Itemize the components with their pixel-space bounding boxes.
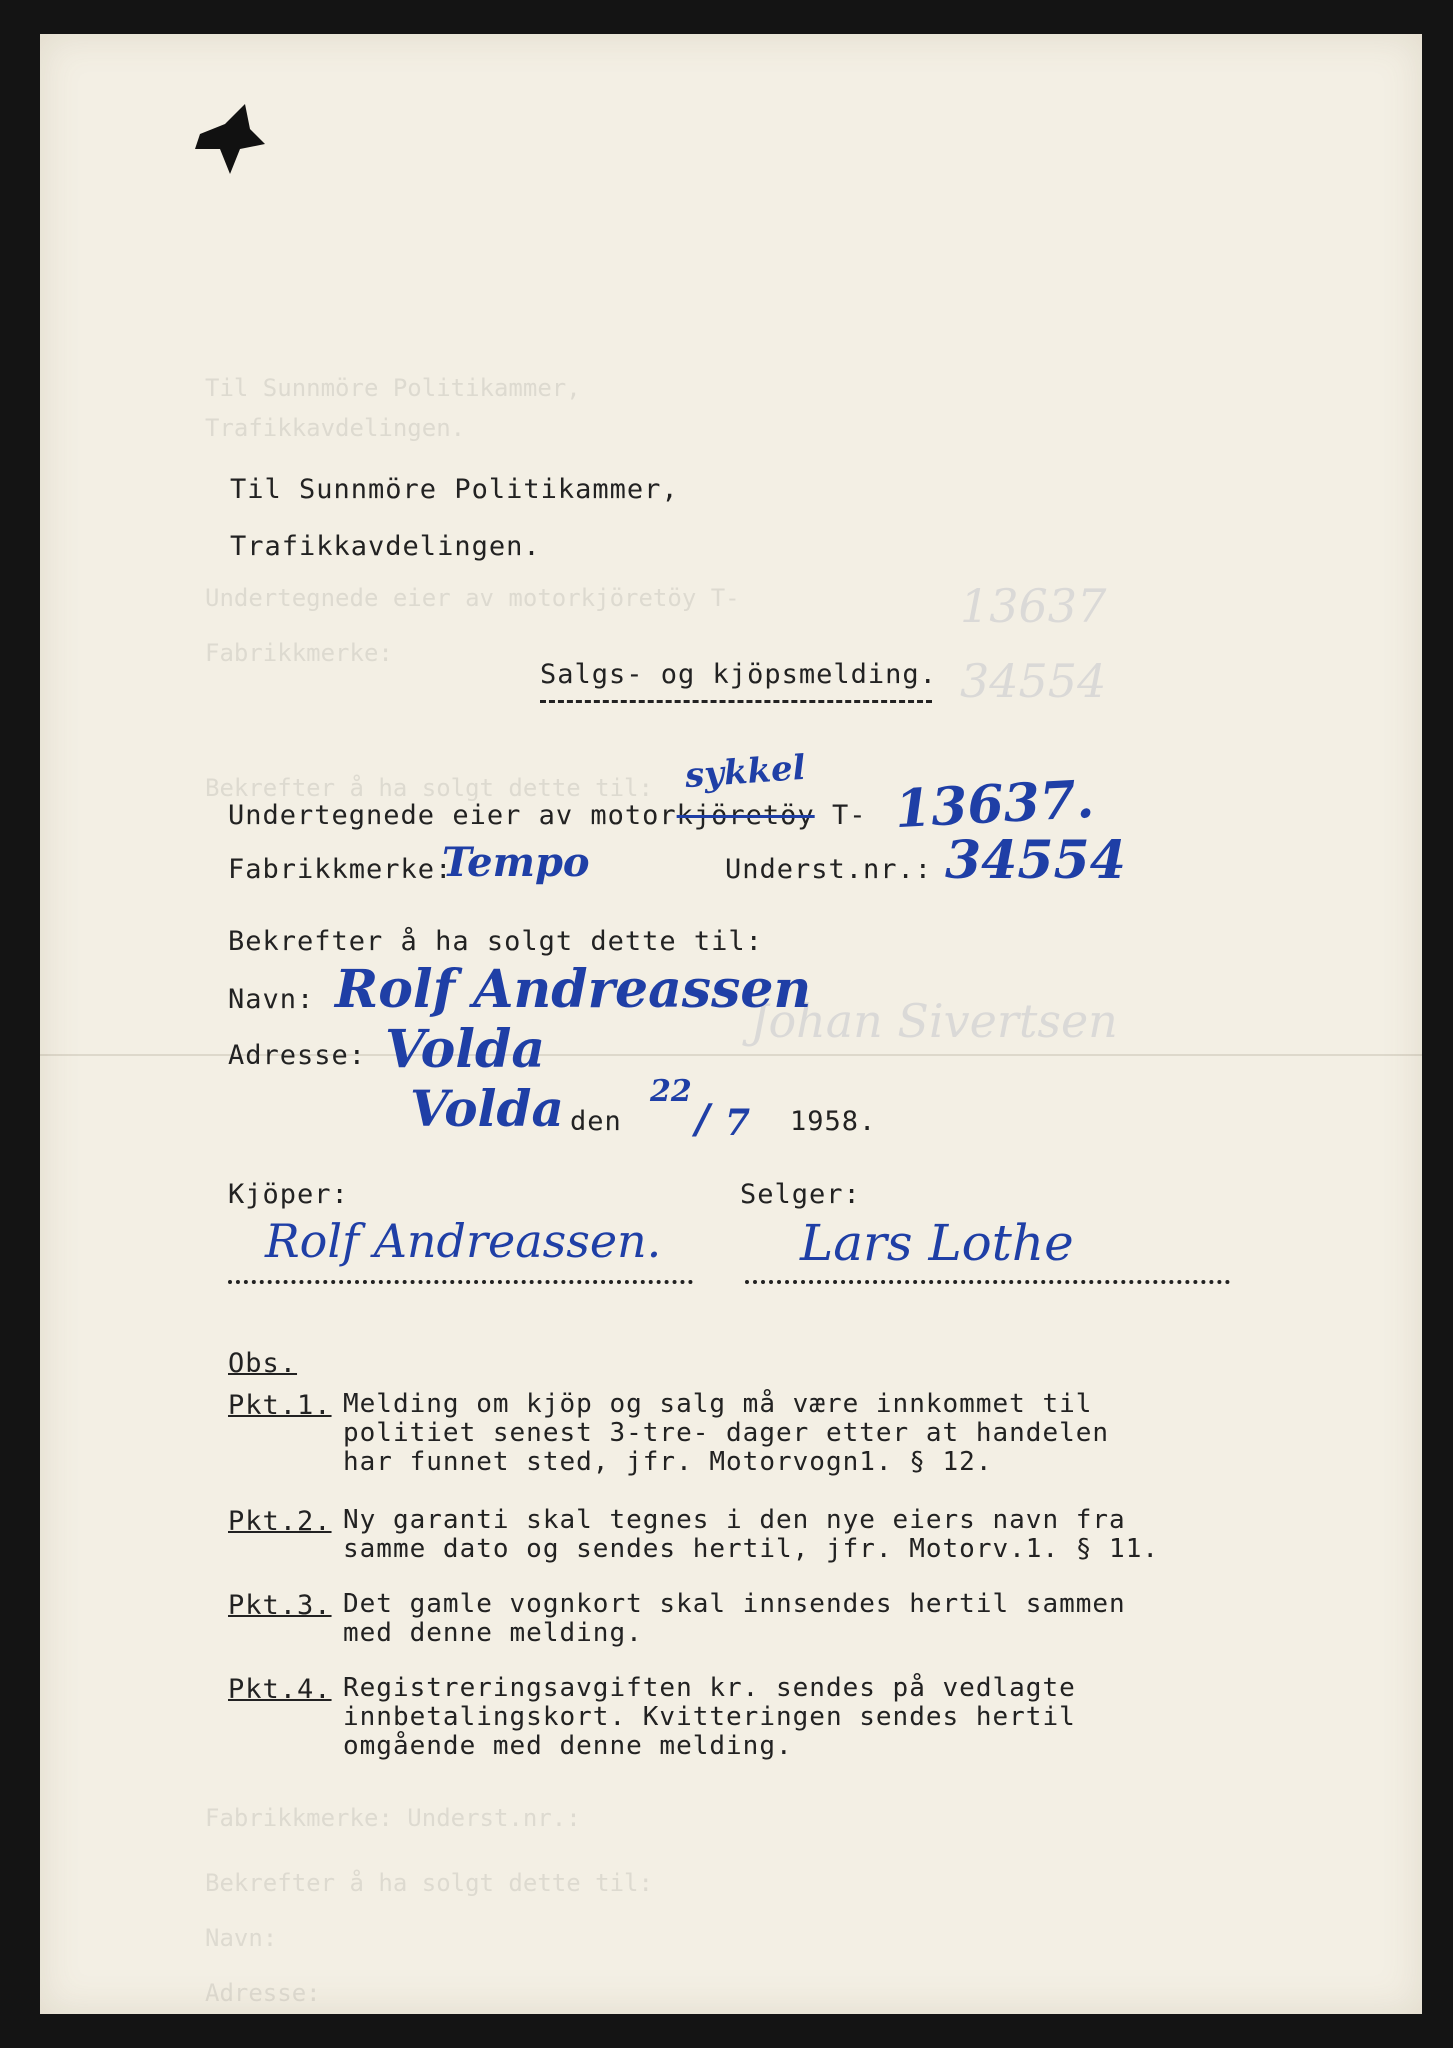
- owner-suffix: T-: [831, 800, 867, 831]
- handwritten-address: Volda: [385, 1019, 546, 1080]
- confirm-text: Bekrefter å ha solgt dette til:: [228, 926, 763, 957]
- handwritten-day: 22: [650, 1074, 692, 1109]
- recipient-line-1: Til Sunnmöre Politikammer,: [230, 474, 679, 505]
- handwritten-place: Volda: [410, 1079, 564, 1138]
- bleed-through-handwriting: Johan Sivertsen: [750, 994, 1118, 1048]
- point-2: [228, 1506, 1228, 1566]
- handwritten-buyer-name: Rolf Andreassen: [335, 959, 812, 1020]
- bleed-through-text: Adresse:: [205, 1979, 321, 2007]
- bleed-through-text: Bekrefter å ha solgt dette til:: [205, 774, 653, 802]
- bleed-through-text: Trafikkavdelingen.: [205, 414, 466, 442]
- seller-signature-line: [745, 1280, 1230, 1284]
- owner-line: [228, 800, 866, 831]
- point-4-label: Pkt.4.: [228, 1674, 332, 1705]
- date-year: 1958.: [790, 1106, 877, 1137]
- buyer-signature: Rolf Andreassen.: [265, 1214, 662, 1268]
- owner-struck-word: kjöretöy: [676, 800, 815, 831]
- address-label: Adresse:: [228, 1040, 367, 1071]
- point-4-text: Registreringsavgiften kr. sendes på vedlagte innbetalingskort. Kvitteringen sendes hertil omgående med denne melding.: [343, 1673, 1076, 1761]
- handwritten-vehicle-type: sykkel: [683, 747, 807, 797]
- handwritten-chassis-number: 34554: [945, 830, 1126, 891]
- title-underline: [540, 700, 932, 703]
- point-4: [228, 1674, 1228, 1764]
- handwritten-reg-number: 13637.: [893, 768, 1096, 841]
- document-page: [40, 34, 1422, 2014]
- buyer-signature-line: [228, 1280, 693, 1284]
- date-den: den: [570, 1106, 622, 1137]
- point-3: [228, 1590, 1228, 1650]
- ink-blot-mark: [190, 104, 270, 184]
- recipient-line-2: Trafikkavdelingen.: [230, 531, 541, 562]
- seller-signature: Lars Lothe: [800, 1214, 1074, 1272]
- owner-prefix: Undertegnede eier av motor: [228, 800, 677, 831]
- obs-label: Obs.: [228, 1348, 298, 1379]
- bleed-through-text: Fabrikkmerke: Underst.nr.:: [205, 1804, 581, 1832]
- brand-label: Fabrikkmerke:: [228, 854, 453, 885]
- point-2-text: Ny garanti skal tegnes i den nye eiers navn fra samme dato og sendes hertil, jfr. Motorv.1. § 11.: [343, 1505, 1160, 1564]
- name-label: Navn:: [228, 984, 315, 1015]
- document-title: Salgs- og kjöpsmelding.: [540, 659, 937, 690]
- point-1-text: Melding om kjöp og salg må være innkommet til politiet senest 3-tre- dager etter at handelen har funnet sted, jfr. Motorvogn1. § 12.: [343, 1389, 1110, 1477]
- bleed-through-handwriting: 34554: [960, 654, 1107, 708]
- buyer-label: Kjöper:: [228, 1179, 349, 1210]
- bleed-through-text: Bekrefter å ha solgt dette til:: [205, 1869, 653, 1897]
- point-1: [228, 1390, 1228, 1480]
- chassis-label: Underst.nr.:: [725, 854, 933, 885]
- point-1-label: Pkt.1.: [228, 1390, 332, 1421]
- bleed-through-text: Undertegnede eier av motorkjöretöy T-: [205, 584, 740, 612]
- point-3-text: Det gamle vognkort skal innsendes hertil sammen med denne melding.: [343, 1589, 1126, 1648]
- handwritten-brand: Tempo: [442, 839, 590, 886]
- point-2-label: Pkt.2.: [228, 1506, 332, 1537]
- handwritten-month: 7: [725, 1102, 751, 1144]
- point-3-label: Pkt.3.: [228, 1590, 332, 1621]
- bleed-through-text: Fabrikkmerke:: [205, 639, 393, 667]
- seller-label: Selger:: [740, 1179, 861, 1210]
- bleed-through-text: Navn:: [205, 1924, 278, 1952]
- handwritten-slash: /: [695, 1096, 710, 1143]
- bleed-through-handwriting: 13637: [960, 579, 1107, 633]
- bleed-through-text: Til Sunnmöre Politikammer,: [205, 374, 581, 402]
